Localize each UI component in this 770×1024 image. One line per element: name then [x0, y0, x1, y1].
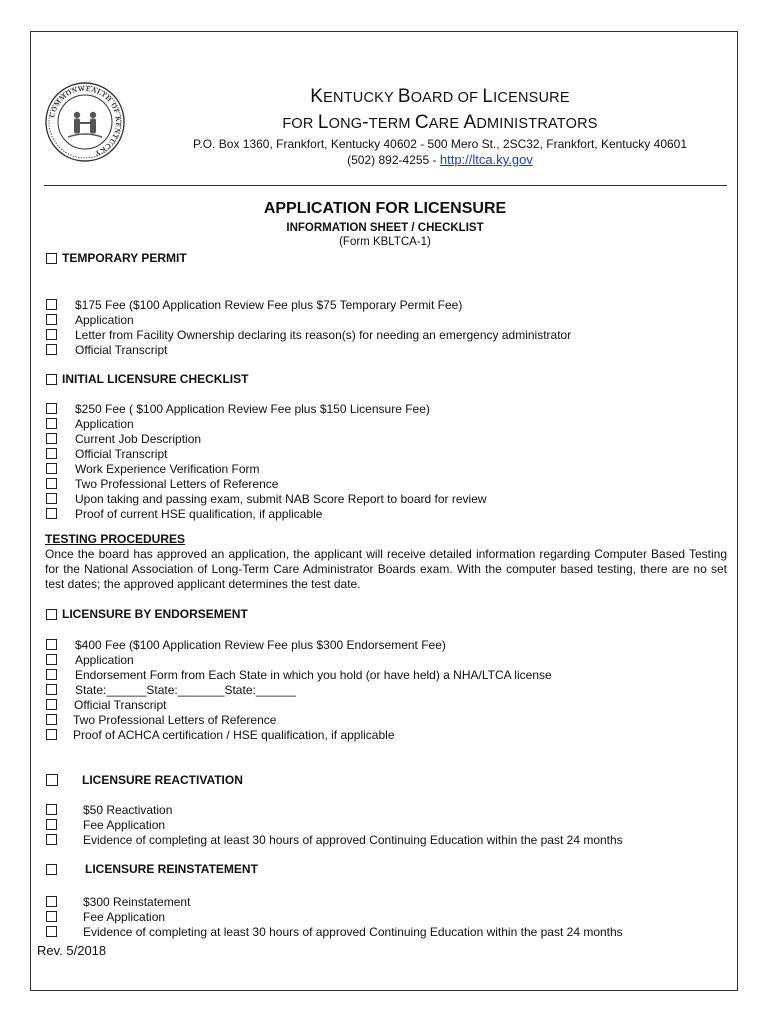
checklist-item: Two Professional Letters of Reference — [46, 476, 57, 491]
section-checkbox[interactable] — [46, 609, 57, 620]
checklist-item: Upon taking and passing exam, submit NAB Score Report to board for review — [46, 491, 57, 506]
section-checkbox[interactable] — [46, 864, 57, 875]
item-checkbox[interactable] — [46, 729, 57, 740]
section-heading: LICENSURE BY ENDORSEMENT — [62, 607, 248, 621]
checklist-item: Evidence of completing at least 30 hours of approved Continuing Education within the past 24 months — [46, 832, 57, 847]
checklist-item: $250 Fee ( $100 Application Review Fee plus $150 Licensure Fee) — [46, 401, 57, 416]
checklist-item: Application — [46, 312, 57, 327]
checklist-item: Two Professional Letters of Reference — [46, 712, 57, 727]
checklist-item: Endorsement Form from Each State in which you hold (or have held) a NHA/LTCA license — [46, 667, 57, 682]
board-contact — [150, 152, 730, 167]
form-title: APPLICATION FOR LICENSURE — [263, 200, 507, 217]
item-checkbox[interactable] — [46, 329, 57, 340]
state-seal-icon — [44, 81, 126, 163]
section-checkbox[interactable] — [46, 253, 57, 264]
section-heading: TEMPORARY PERMIT — [62, 251, 187, 265]
section-licensure-reinstatement — [46, 862, 258, 876]
form-subtitle: INFORMATION SHEET / CHECKLIST — [286, 222, 484, 234]
section-heading: LICENSURE REINSTATEMENT — [85, 862, 258, 876]
item-checkbox[interactable] — [46, 418, 57, 429]
checklist-item: Fee Application — [46, 909, 57, 924]
board-name-line2: FOR LONG-TERM CARE ADMINISTRATORS — [282, 112, 598, 133]
item-checkbox[interactable] — [46, 669, 57, 680]
checklist-item: Proof of ACHCA certification / HSE qualification, if applicable — [46, 727, 57, 742]
item-checkbox[interactable] — [46, 463, 57, 474]
section-temporary-permit — [46, 251, 187, 265]
board-address: P.O. Box 1360, Frankfort, Kentucky 40602 - 500 Mero St., 2SC32, Frankfort, Kentucky 40601 — [192, 137, 688, 151]
item-checkbox[interactable] — [46, 478, 57, 489]
item-checkbox[interactable] — [46, 819, 57, 830]
board-website-link[interactable]: http://ltca.ky.gov — [439, 152, 533, 167]
item-checkbox[interactable] — [46, 896, 57, 907]
checklist-item: Fee Application — [46, 817, 57, 832]
testing-body: Once the board has approved an application, the applicant will receive detailed information regarding Computer Based Testing for the National Association of Long-Term Care Administrator Boards exam. With the computer based testing, there are no set test dates; the approved applicant determines the test date. — [45, 547, 727, 591]
item-checkbox[interactable] — [46, 403, 57, 414]
section-checkbox[interactable] — [46, 374, 57, 385]
item-checkbox[interactable] — [46, 493, 57, 504]
item-checkbox[interactable] — [46, 433, 57, 444]
section-licensure-reactivation — [46, 773, 243, 787]
item-checkbox[interactable] — [46, 834, 57, 845]
item-checkbox[interactable] — [46, 699, 57, 710]
section-heading: INITIAL LICENSURE CHECKLIST — [62, 372, 249, 386]
checklist-item: Work Experience Verification Form — [46, 461, 57, 476]
checklist-item: $300 Reinstatement — [46, 894, 57, 909]
item-checkbox[interactable] — [46, 639, 57, 650]
board-phone: (502) 892-4255 - — [347, 153, 440, 167]
section-licensure-endorsement — [46, 607, 248, 621]
item-checkbox[interactable] — [46, 344, 57, 355]
item-checkbox[interactable] — [46, 911, 57, 922]
checklist-item: State:______State:_______State:______ — [46, 682, 57, 697]
item-checkbox[interactable] — [46, 314, 57, 325]
section-heading: LICENSURE REACTIVATION — [82, 773, 243, 787]
checklist-item: Official Transcript — [46, 697, 57, 712]
section-heading: TESTING PROCEDURES — [45, 532, 186, 546]
revision-date: Rev. 5/2018 — [37, 943, 107, 958]
section-testing-procedures — [45, 532, 727, 592]
item-checkbox[interactable] — [46, 654, 57, 665]
item-checkbox[interactable] — [46, 448, 57, 459]
board-name-line1: KENTUCKY BOARD OF LICENSURE — [310, 86, 570, 107]
item-checkbox[interactable] — [46, 299, 57, 310]
item-checkbox[interactable] — [46, 804, 57, 815]
checklist-item: Official Transcript — [46, 446, 57, 461]
checklist-item: Official Transcript — [46, 342, 57, 357]
svg-text:COMMONWEALTH OF KENTUCKY: COMMONWEALTH OF KENTUCKY — [48, 84, 123, 158]
checklist-item: Application — [46, 652, 57, 667]
checklist-item: $50 Reactivation — [46, 802, 57, 817]
checklist-item: Current Job Description — [46, 431, 57, 446]
item-checkbox[interactable] — [46, 508, 57, 519]
item-checkbox[interactable] — [46, 684, 57, 695]
item-checkbox[interactable] — [46, 926, 57, 937]
item-checkbox[interactable] — [46, 714, 57, 725]
checklist-item: Application — [46, 416, 57, 431]
section-checkbox[interactable] — [46, 774, 58, 786]
form-id: (Form KBLTCA-1) — [339, 236, 431, 248]
checklist-item: Proof of current HSE qualification, if applicable — [46, 506, 57, 521]
checklist-item: $400 Fee ($100 Application Review Fee plus $300 Endorsement Fee) — [46, 637, 57, 652]
section-initial-licensure — [46, 372, 248, 386]
checklist-item: Letter from Facility Ownership declaring its reason(s) for needing an emergency administrator — [46, 327, 57, 342]
checklist-item: $175 Fee ($100 Application Review Fee plus $75 Temporary Permit Fee) — [46, 297, 57, 312]
header-divider — [44, 185, 727, 186]
checklist-item: Evidence of completing at least 30 hours of approved Continuing Education within the past 24 months — [46, 924, 57, 939]
